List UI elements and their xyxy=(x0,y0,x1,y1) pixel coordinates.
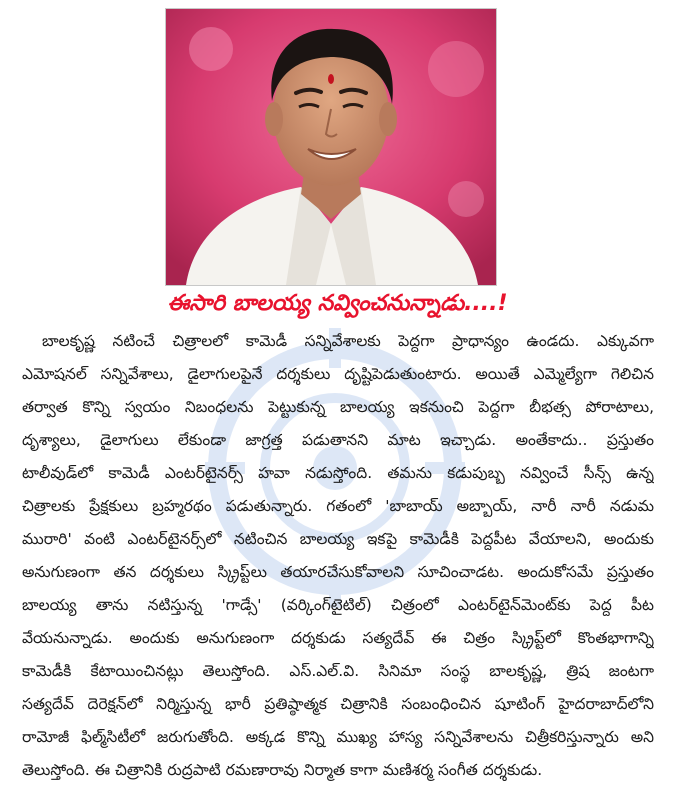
article-line: టాలీవుడ్‌లో కామెడీ ఎంటర్‌టైనర్స్ హవా నడుస్తోంది. తమను కడుపుబ్బ నవ్వించే సీన్స్ ఉన్న xyxy=(22,464,654,482)
article-body xyxy=(22,325,654,787)
article-headline: ఈసారి బాలయ్య నవ్వించనున్నాడు....! xyxy=(167,291,508,316)
article-line: వేయనున్నాడు. అందుకు అనుగుణంగా దర్శకుడు సత్యదేవ్ ఈ చిత్రం స్క్రిప్ట్‌లో కొంతభాగాన్ని xyxy=(22,629,654,647)
article-line: రామోజీ ఫిల్మ్‌సిటీలో జరుగుతోంది. అక్కడ కొన్ని ముఖ్య హాస్య సన్నివేశాలను చిత్రీకరిస్తున్నారు అని xyxy=(22,728,654,746)
article-line: అనుగుణంగా తన దర్శకులు స్క్రిప్ట్‌లు తయారచేసుకోవాలని సూచించాడట. అందుకోసమే ప్రస్తుతం xyxy=(22,563,654,581)
article-line: సత్యదేవ్ దెరెక్షన్‌లో నిర్మిస్తున్న భారీ ప్రతిష్ఠాత్మక చిత్రానికి సంబంధించిన షూటింగ్ హైదరాబాద్‌లోని xyxy=(22,695,654,713)
article-line: ఎమోషనల్ సన్నివేశాలు, డైలాగులపైనే దర్శకులు దృష్టిపెడుతుంటారు. అయితే ఎమ్మెల్యేగా గెలిచిన xyxy=(22,365,654,383)
article-photo xyxy=(165,8,497,286)
article-line: బాలకృష్ణ నటించే చిత్రాలలో కామెడీ సన్నివేశాలకు పెద్దగా ప్రాధాన్యం ఉండదు. ఎక్కువగా xyxy=(42,332,654,350)
actor-portrait-image xyxy=(166,9,496,285)
article-line: తర్వాత కొన్ని స్వయం నిబంధలను పెట్టుకున్న బాలయ్య ఇకనుంచి పెద్దగా బీభత్స పోరాటాలు, xyxy=(22,398,654,416)
article-line: మురారి' వంటి ఎంటర్‌టైనర్స్‌లో నటించిన బాలయ్య ఇకపై కామెడీకి పెద్దపీట వేయాలని, అందుకు xyxy=(22,530,654,548)
article-line: దృశ్యాలు, డైలాగులు లేకుండా జాగ్రత్త పడుతానని మాట ఇచ్చాడు. అంతేకాదు.. ప్రస్తుతం xyxy=(22,431,654,449)
article-line: బాలయ్య తాను నటిస్తున్న 'గాడ్సే' (వర్కింగ్‌టైటిల్) చిత్రంలో ఎంటర్‌టైన్‌మెంట్‌కు పెద్ద పీట xyxy=(22,596,654,614)
article-line: కామెడీకి కేటాయించినట్లు తెలుస్తోంది. ఎస్.ఎల్.వి. సినిమా సంస్థ బాలకృష్ణ, త్రిష జంటగా xyxy=(22,662,654,680)
article-line: చిత్రాలకు ప్రేక్షకులు బ్రహ్మరథం పడుతున్నారు. గతంలో 'బాబాయ్ అబ్బాయ్, నారీ నారీ నడుమ xyxy=(22,497,654,515)
article-line: తెలుస్తోంది. ఈ చిత్రానికి రుద్రపాటి రమణారావు నిర్మాత కాగా మణిశర్మ సంగీత దర్శకుడు. xyxy=(22,761,543,779)
